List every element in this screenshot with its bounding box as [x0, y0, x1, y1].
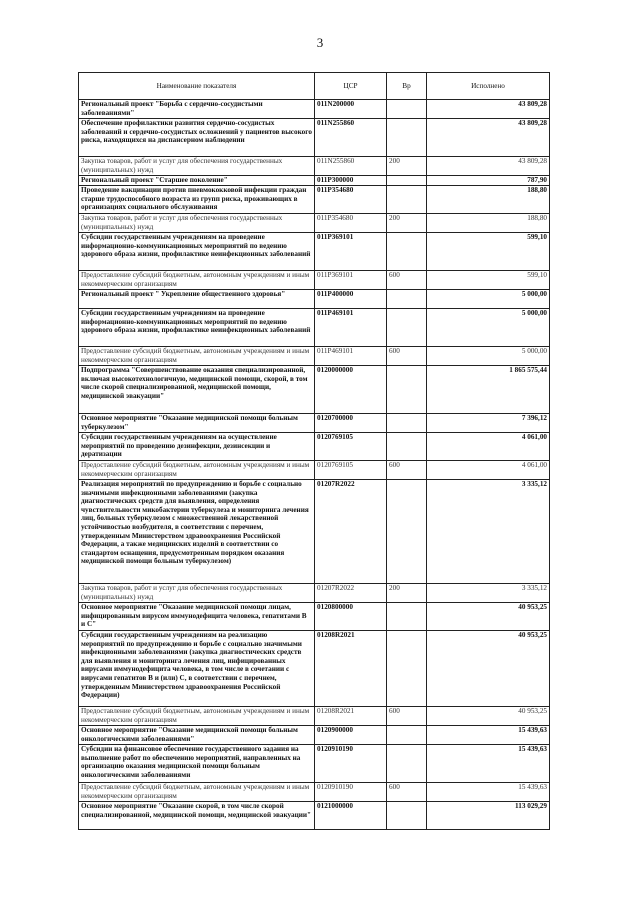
vr-code-cell [387, 414, 427, 433]
indicator-name-cell: Региональный проект " Укрепление общественного здоровья" [79, 290, 315, 309]
vr-code-cell [387, 233, 427, 271]
csr-code-cell: 0120000000 [315, 366, 387, 414]
table-row [79, 631, 550, 707]
executed-amount-cell: 5 000,00 [427, 347, 550, 366]
vr-code-cell: 600 [387, 347, 427, 366]
header-indicator-name: Наименование показателя [79, 73, 315, 100]
table-row [79, 176, 550, 186]
table-row [79, 271, 550, 290]
csr-code-cell: 011N255860 [315, 157, 387, 176]
csr-code-cell: 0120769105 [315, 461, 387, 480]
executed-amount-cell: 7 396,12 [427, 414, 550, 433]
table-row [79, 433, 550, 461]
executed-amount-cell: 40 953,25 [427, 707, 550, 726]
executed-amount-cell: 113 029,29 [427, 802, 550, 830]
csr-code-cell: 0120769105 [315, 433, 387, 461]
vr-code-cell: 600 [387, 707, 427, 726]
header-executed: Исполнено [427, 73, 550, 100]
indicator-name-cell: Основное мероприятие "Оказание скорой, в том числе скорой специализированной, медицинской помощи, медицинской эвакуации" [79, 802, 315, 830]
csr-code-cell: 011N200000 [315, 100, 387, 119]
executed-amount-cell: 40 953,25 [427, 603, 550, 631]
vr-code-cell [387, 631, 427, 707]
csr-code-cell: 01207R2022 [315, 584, 387, 603]
vr-code-cell [387, 290, 427, 309]
header-vr: Вр [387, 73, 427, 100]
table-row [79, 745, 550, 783]
csr-code-cell: 011P369101 [315, 271, 387, 290]
executed-amount-cell: 3 335,12 [427, 480, 550, 584]
indicator-name-cell: Субсидии государственным учреждениям на осуществление мероприятий по проведению дезинфекции, дезинсекции и дератизации [79, 433, 315, 461]
executed-amount-cell: 188,80 [427, 186, 550, 214]
table-row [79, 233, 550, 271]
vr-code-cell: 600 [387, 783, 427, 802]
table-row [79, 707, 550, 726]
vr-code-cell [387, 176, 427, 186]
table-row [79, 414, 550, 433]
csr-code-cell: 0121000000 [315, 802, 387, 830]
indicator-name-cell: Субсидии на финансовое обеспечение государственного задания на выполнение работ по обеспечению мероприятий, направленных на организацию оказания медицинской помощи больным онкологическими заболеваниями [79, 745, 315, 783]
csr-code-cell: 011P354680 [315, 186, 387, 214]
csr-code-cell: 011N255860 [315, 119, 387, 157]
indicator-name-cell: Основное мероприятие "Оказание медицинской помощи больным онкологическими заболеваниями" [79, 726, 315, 745]
table-row [79, 366, 550, 414]
table-row [79, 309, 550, 347]
table-body [79, 100, 550, 830]
table-row [79, 186, 550, 214]
executed-amount-cell: 4 061,00 [427, 461, 550, 480]
vr-code-cell [387, 603, 427, 631]
indicator-name-cell: Закупка товаров, работ и услуг для обеспечения государственных (муниципальных) нужд [79, 584, 315, 603]
indicator-name-cell: Реализация мероприятий по предупреждению и борьбе с социально значимыми инфекционными заболеваниями (закупка диагностических средств для выявления, определения чувствительности микобактерии туберкулеза и мониторинга лечения лиц, больных туберкулезом с множественной лекарственной устойчивостью возбудителя, в соответствии с перечнем, утвержденным Министерством здравоохранения Российской Федерации, а также медицинских изделий в соответствии со стандартом оснащения, предусмотренным порядком оказания медицинской помощи больным туберкулезом) [79, 480, 315, 584]
executed-amount-cell: 4 061,00 [427, 433, 550, 461]
executed-amount-cell: 787,90 [427, 176, 550, 186]
vr-code-cell [387, 366, 427, 414]
indicator-name-cell: Закупка товаров, работ и услуг для обеспечения государственных (муниципальных) нужд [79, 214, 315, 233]
csr-code-cell: 011P300000 [315, 176, 387, 186]
vr-code-cell [387, 802, 427, 830]
vr-code-cell [387, 745, 427, 783]
executed-amount-cell: 40 953,25 [427, 631, 550, 707]
indicator-name-cell: Субсидии государственным учреждениям на реализацию мероприятий по предупреждению и борьбе с социально значимыми инфекционными заболеваниями (закупка диагностических средств для выявления и мониторинга лечения лиц, инфицированных вирусами иммунодефицита человека, в том числе в сочетании с вирусами гепатитов В и (или) С, в соответствии с перечнем, утвержденным Министерством здравоохранения Российской Федерации) [79, 631, 315, 707]
table-row [79, 290, 550, 309]
table-row [79, 461, 550, 480]
indicator-name-cell: Предоставление субсидий бюджетным, автономным учреждениям и иным некоммерческим организациям [79, 461, 315, 480]
table-row [79, 214, 550, 233]
indicator-name-cell: Основное мероприятие "Оказание медицинской помощи лицам, инфицированным вирусом иммунодефицита человека, гепатитами В и С" [79, 603, 315, 631]
csr-code-cell: 011P354680 [315, 214, 387, 233]
table-row [79, 584, 550, 603]
table-row [79, 119, 550, 157]
indicator-name-cell: Субсидии государственным учреждениям на проведение информационно-коммуникационных мероприятий по ведению здорового образа жизни, профилактике неинфекционных заболеваний [79, 233, 315, 271]
executed-amount-cell: 15 439,63 [427, 726, 550, 745]
indicator-name-cell: Проведение вакцинации против пневмококковой инфекции граждан старше трудоспособного возраста из групп риска, проживающих в организациях социального обслуживания [79, 186, 315, 214]
csr-code-cell: 01207R2022 [315, 480, 387, 584]
table-row [79, 100, 550, 119]
indicator-name-cell: Предоставление субсидий бюджетным, автономным учреждениям и иным некоммерческим организациям [79, 783, 315, 802]
vr-code-cell [387, 726, 427, 745]
executed-amount-cell: 188,80 [427, 214, 550, 233]
indicator-name-cell: Предоставление субсидий бюджетным, автономным учреждениям и иным некоммерческим организациям [79, 347, 315, 366]
executed-amount-cell: 15 439,63 [427, 745, 550, 783]
vr-code-cell [387, 480, 427, 584]
indicator-name-cell: Предоставление субсидий бюджетным, автономным учреждениям и иным некоммерческим организациям [79, 271, 315, 290]
indicator-name-cell: Основное мероприятие "Оказание медицинской помощи больным туберкулезом" [79, 414, 315, 433]
csr-code-cell: 0120910190 [315, 783, 387, 802]
vr-code-cell: 600 [387, 271, 427, 290]
budget-execution-table [78, 72, 550, 830]
csr-code-cell: 01208R2021 [315, 631, 387, 707]
table-row [79, 603, 550, 631]
page-number: 3 [316, 35, 324, 50]
executed-amount-cell: 43 809,28 [427, 119, 550, 157]
vr-code-cell: 600 [387, 461, 427, 480]
executed-amount-cell: 43 809,28 [427, 100, 550, 119]
indicator-name-cell: Региональный проект "Старшее поколение" [79, 176, 315, 186]
indicator-name-cell: Обеспечение профилактики развития сердечно-сосудистых заболеваний и сердечно-сосудистых осложнений у пациентов высокого риска, находящихся на диспансерном наблюдении [79, 119, 315, 157]
indicator-name-cell: Закупка товаров, работ и услуг для обеспечения государственных (муниципальных) нужд [79, 157, 315, 176]
csr-code-cell: 0120910190 [315, 745, 387, 783]
header-csr: ЦСР [315, 73, 387, 100]
indicator-name-cell: Подпрограмма "Совершенствование оказания специализированной, включая высокотехнологичную, медицинской помощи, скорой, в том числе скорой специализированной, медицинской помощи, медицинской эвакуации" [79, 366, 315, 414]
table-row [79, 802, 550, 830]
vr-code-cell [387, 100, 427, 119]
table-row [79, 347, 550, 366]
vr-code-cell: 200 [387, 584, 427, 603]
table-row [79, 157, 550, 176]
table-row [79, 726, 550, 745]
vr-code-cell: 200 [387, 214, 427, 233]
executed-amount-cell: 5 000,00 [427, 309, 550, 347]
table-row [79, 480, 550, 584]
csr-code-cell: 0120700000 [315, 414, 387, 433]
vr-code-cell [387, 433, 427, 461]
executed-amount-cell: 599,10 [427, 233, 550, 271]
executed-amount-cell: 599,10 [427, 271, 550, 290]
executed-amount-cell: 5 000,00 [427, 290, 550, 309]
vr-code-cell: 200 [387, 157, 427, 176]
executed-amount-cell: 43 809,28 [427, 157, 550, 176]
executed-amount-cell: 15 439,63 [427, 783, 550, 802]
table-header-row [79, 73, 550, 100]
indicator-name-cell: Региональный проект "Борьба с сердечно-сосудистыми заболеваниями" [79, 100, 315, 119]
csr-code-cell: 0120800000 [315, 603, 387, 631]
csr-code-cell: 011P369101 [315, 233, 387, 271]
executed-amount-cell: 1 865 575,44 [427, 366, 550, 414]
csr-code-cell: 011P469101 [315, 347, 387, 366]
csr-code-cell: 011P400000 [315, 290, 387, 309]
vr-code-cell [387, 119, 427, 157]
indicator-name-cell: Субсидии государственным учреждениям на проведение информационно-коммуникационных мероприятий по ведению здорового образа жизни, профилактике неинфекционных заболеваний [79, 309, 315, 347]
csr-code-cell: 0120900000 [315, 726, 387, 745]
vr-code-cell [387, 309, 427, 347]
vr-code-cell [387, 186, 427, 214]
csr-code-cell: 01208R2021 [315, 707, 387, 726]
csr-code-cell: 011P469101 [315, 309, 387, 347]
table-row [79, 783, 550, 802]
indicator-name-cell: Предоставление субсидий бюджетным, автономным учреждениям и иным некоммерческим организациям [79, 707, 315, 726]
executed-amount-cell: 3 335,12 [427, 584, 550, 603]
